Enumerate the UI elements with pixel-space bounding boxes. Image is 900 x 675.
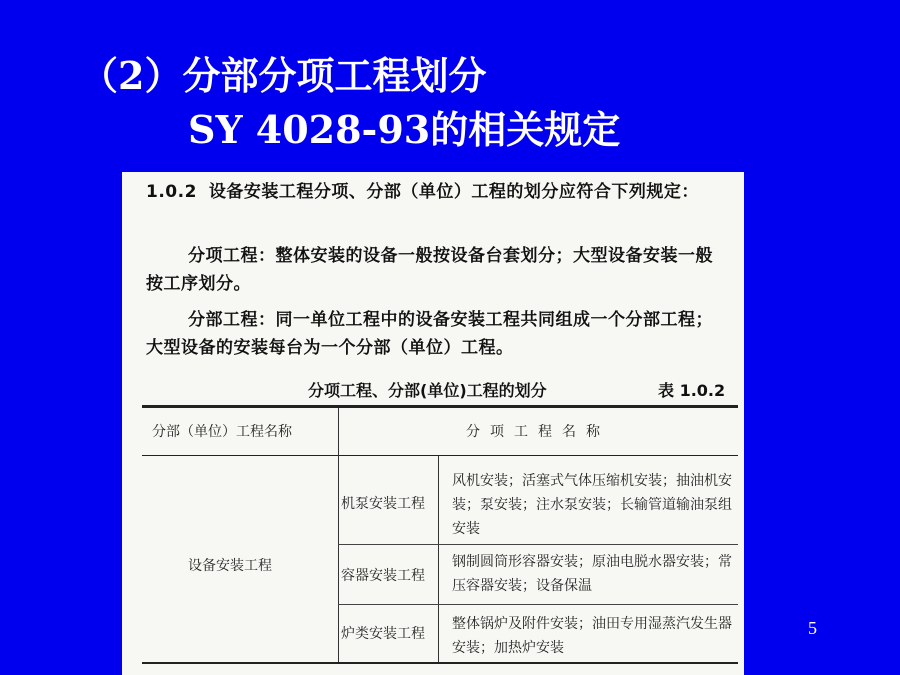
paragraph-subitem: 分项工程：整体安装的设备一般按设备台套划分；大型设备安装一般按工序划分。 [146, 246, 713, 294]
table-sub-items: 整体锅炉及附件安装；油田专用湿蒸汽发生器安装；加热炉安装 [452, 616, 732, 656]
section-number: 1.0.2 [146, 182, 197, 202]
scanned-document [122, 172, 744, 675]
slide-title-line2: SY 4028-93的相关规定 [188, 107, 621, 152]
table-header-division: 分部（单位）工程名称 [152, 424, 292, 440]
paragraph-division: 分部工程：同一单位工程中的设备安装工程共同组成一个分部工程；大型设备的安装每台为一个分部（单位）工程。 [146, 310, 713, 358]
table-bottom-rule [142, 662, 738, 664]
table-sub-items: 钢制圆筒形容器安装；原油电脱水器安装；常压容器安装；设备保温 [452, 554, 732, 594]
table-row-divider-1 [338, 544, 738, 545]
table-divider-2 [438, 456, 439, 662]
table-sub-division: 炉类安装工程 [341, 626, 425, 642]
table-sub-division: 机泵安装工程 [341, 496, 425, 512]
table-header-rule [142, 455, 738, 456]
table-caption: 分项工程、分部(单位)工程的划分 [308, 381, 547, 400]
table-divider-1 [338, 408, 339, 662]
table-sub-division: 容器安装工程 [341, 568, 425, 584]
table-number: 表 1.0.2 [658, 381, 726, 400]
table-row-divider-2 [338, 604, 738, 605]
table-sub-items: 风机安装；活塞式气体压缩机安装；抽油机安装；泵安装；注水泵安装；长输管道输油泵组安装 [452, 473, 732, 537]
slide-title-line1: （2）分部分项工程划分 [80, 53, 487, 98]
table-top-rule [142, 405, 738, 408]
paragraph-intro-text: 设备安装工程分项、分部（单位）工程的划分应符合下列规定： [208, 182, 699, 202]
table-header-subitems: 分项工程名称 [466, 424, 610, 440]
paragraph-intro [146, 178, 730, 206]
page-number: 5 [808, 618, 817, 638]
table-division-name: 设备安装工程 [188, 558, 272, 574]
